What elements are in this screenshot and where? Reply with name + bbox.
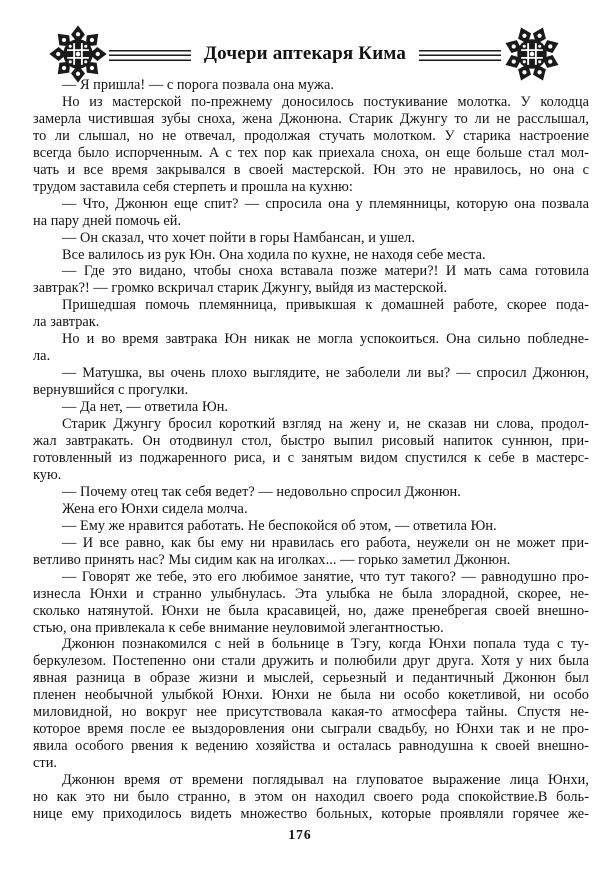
text-line: сти. [33,755,58,772]
paragraph [33,263,589,297]
paragraph [33,518,589,535]
text-line: явная разница в образе жизни и мыслей, серьезный и педантичный Джонюн был [33,670,589,687]
text-line: Джонюн познакомился с ней в больнице в Тэгу, когда Юнхи попала туда с ту- [62,636,589,653]
text-line: то ли слышал, но не отвечал, продолжая стучать молотком. У старика настроение [33,127,589,144]
text-line: — Где это видано, чтобы сноха вставала позже матери?! И мать сама готовила [62,263,589,280]
text-line: явила особого рвения к ведению хозяйства и осталась равнодушна к своей внешно- [33,738,589,755]
text-line: Но и во время завтрака Юн никак не могла успокоиться. Она сильно побледне- [62,331,589,348]
triple-rule-left [109,50,191,61]
text-line: — Что, Джонюн еще спит? — спросила она у племянницы, которую она позвала [62,195,589,212]
text-line: которое время после ее выздоровления они сыграли свадьбу, но Юнхи так и не про- [33,721,589,738]
triple-rule-right [419,50,501,61]
text-line: Все валилось из рук Юн. Она ходила по кухне, не находя себе места. [62,246,486,263]
text-line: — Он сказал, что хочет пойти в горы Намбансан, и ушел. [62,229,415,246]
paragraph [33,247,589,264]
text-line: всегда было испорченным. А с тех пор как приехала сноха, он еще больше стал мол- [33,144,589,161]
paragraph [33,297,589,331]
page-number: 176 [288,827,312,842]
paragraph [33,331,589,365]
paragraph [33,399,589,416]
text-line: стью, она привлекала к себе внимание неуловимой элегантностью. [33,619,444,636]
paragraph [33,484,589,501]
paragraph [33,77,589,94]
text-line: изнесла Юнхи и странно улыбнулась. Эта улыбка не была злорадной, скорее, не- [33,585,589,602]
text-line: ветливо принять нас? Мы сидим как на иголках... — горько заметил Джонюн. [33,551,511,568]
text-line: вернувшийся с прогулки. [33,382,189,399]
right-rosette-ornament-icon [501,23,563,85]
text-line: нице ему приходилось видеть множество больных, которые проявляли горячее же- [33,805,589,822]
text-line: — Почему отец так себя ведет? — недовольно спросил Джонюн. [62,483,461,500]
paragraph [33,196,589,230]
text-line: готовленный из поджаренного риса, и с занятым видом спустился к себе в мастерс- [33,449,589,466]
text-line: Жена его Юнхи сидела молча. [62,500,248,517]
text-line: на пару дней помочь ей. [33,212,182,229]
text-line: — Говорят же тебе, это его любимое занятие, что тут такого? — равнодушно про- [62,568,589,585]
text-line: Джонюн время от времени поглядывал на глуповатое выражение лица Юнхи, [62,772,589,789]
text-line: — Ему же нравится работать. Не беспокойся об этом, — ответила Юн. [62,517,497,534]
text-line: — Я пришла! — с порога позвала она мужа. [62,77,334,93]
paragraph [33,535,589,569]
text-line: завтрак?! — громко вскричал старик Джунгу, выйдя из мастерской. [33,280,448,297]
text-line: пленен необычной улыбкой Юнхи. Юнхи не была ни особо кокетливой, ни особо [33,687,589,704]
text-line: Старик Джунгу бросил короткий взгляд на жену и, не сказав ни слова, продол- [62,416,589,433]
text-line: ла завтрак. [33,314,100,331]
paragraph [33,365,589,399]
paragraph [33,772,589,823]
text-line: Пришедшая помочь племянница, привыкшая к домашней работе, скорее пода- [62,297,589,314]
paragraph [33,94,589,196]
text-line: беркулезом. Постепенно они стали дружить и полюбили друг друга. Хотя у них была [33,653,589,670]
paragraph [33,230,589,247]
text-line: — Да нет, — ответила Юн. [62,399,229,416]
text-line: чать и все время закрывался в своей мастерской. Юн это не нравилось, но она с [33,161,589,178]
text-line: трудом заставила себя стерпеть и прошла на кухню: [33,178,353,195]
left-rosette-ornament-icon [47,23,109,85]
text-line: — И все равно, как бы ему ни нравилась его работа, неужели он не может при- [62,534,589,551]
text-line: жал завтракать. Он отодвинул стол, быстро выпил рисовый напиток суннюн, при- [33,433,589,450]
text-line: но как это ни было странно, в этом он находил своего рода спокойствие.В боль- [33,789,589,806]
running-title: Дочери аптекаря Кима [203,43,407,64]
text-line: — Матушка, вы очень плохо выглядите, не заболели ли вы? — спросил Джонюн, [62,365,589,382]
text-line: замерла чистившая зубы сноха, жена Джонюна. Старик Джунгу то ли не расслышал, [33,110,589,127]
paragraph [33,569,589,637]
paragraph [33,416,589,484]
text-line: миловидной, но вокруг нее присутствовала какая-то атмосфера тайны. Спустя не- [33,704,589,721]
text-line: Но из мастерской по-прежнему доносилось постукивание молотка. У колодца [62,93,589,110]
text-line: ла. [33,348,51,365]
paragraph [33,636,589,772]
text-line: кую. [33,466,62,483]
text-block [33,77,589,823]
text-line: сколько натянутой. Юнхи не была красавицей, но, даже пренебрегая своей внешно- [33,602,589,619]
paragraph [33,501,589,518]
